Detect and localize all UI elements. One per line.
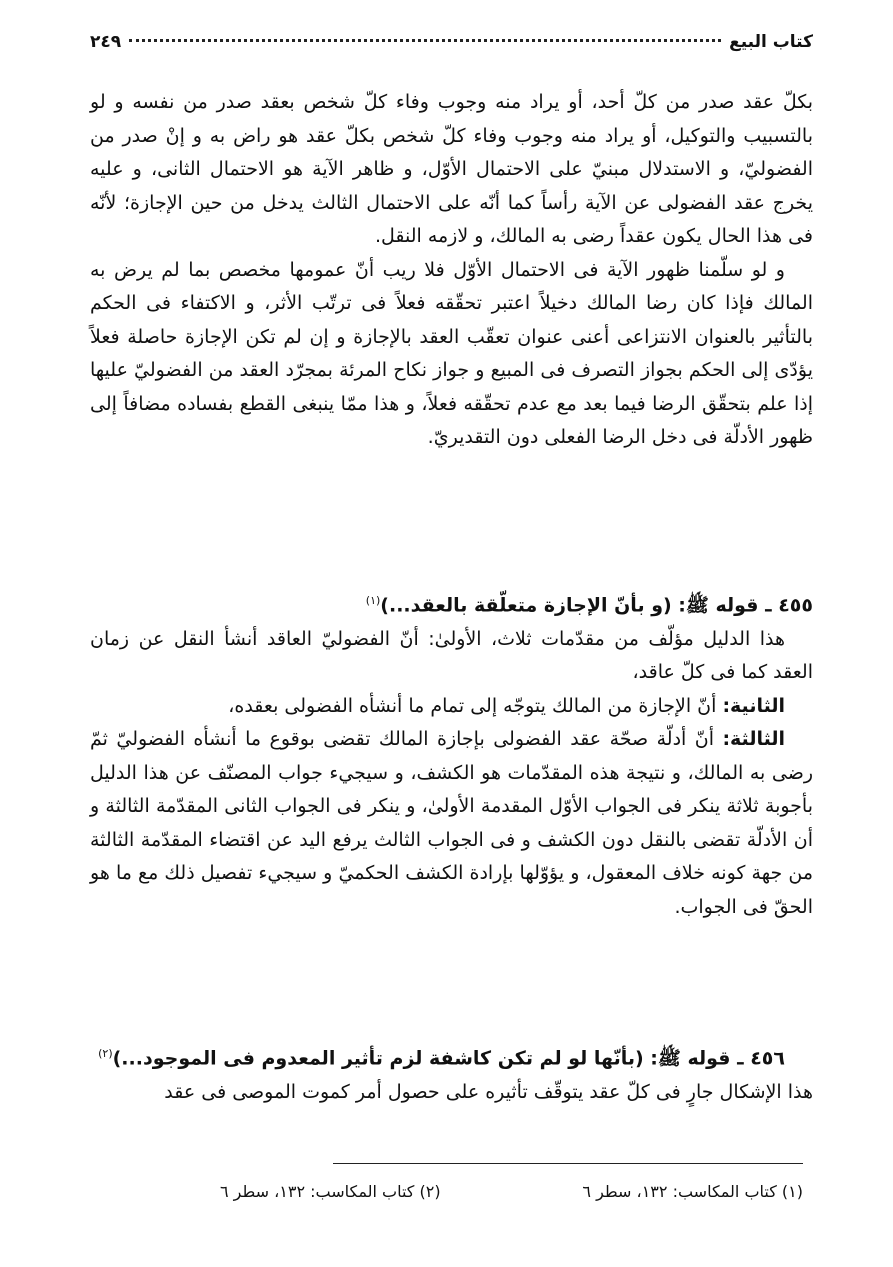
premise-label: الثانية: xyxy=(722,694,785,717)
paragraph: بكلّ عقد صدر من كلّ أحد، أو يراد منه وجوب وفاء كلّ شخص بعقد صدر من نفسه و لو بالتسبيب والتوكيل، أو يراد منه وجوب وفاء كلّ شخص بكلّ عقد هو راض به و إنْ صدر من الفضوليّ، و الاستدلال مبنيّ على الاحتمال الأوّل، و ظاهر الآية هو الاحتمال الثانى، و عليه يخرج عقد الفضولى عن الآية رأساً كما أنّه على الاحتمال الثالث يدخل من حين الإجازة؛ لأنّه فى هذا الحال يكون عقداً رضى به المالك، و لازمه النقل. xyxy=(90,91,813,247)
paragraph xyxy=(90,723,813,924)
section-455 xyxy=(90,584,813,924)
section-456 xyxy=(90,1037,813,1109)
paragraph: و لو سلّمنا ظهور الآية فى الاحتمال الأوّل فلا ريب أنّ عمومها مخصص بما لم يرض به المالك فإذا كان رضا المالك دخيلاً اعتبر تحقّقه فعلاً فى ترتّب الأثر، و الاكتفاء فى الحكم بالتأثير بالعنوان الانتزاعى أعنى عنوان تعقّب العقد بالإجازة و إن لم تكن الإجازة حاصلة فعلاً يؤدّى إلى الحكم بجواز التصرف فى المبيع و جواز نكاح المرئة بمجرّد العقد من الفضوليّ عليها إذا علم بتحقّق الرضا فيما بعد مع عدم تحقّقه فعلاً، و هذا ممّا ينبغى القطع بفساده مضافاً إلى ظهور الأدلّة فى دخل الرضا الفعلى دون التقديريّ. xyxy=(90,258,813,448)
footnote-divider xyxy=(333,1163,803,1164)
book-title: كتاب البيع xyxy=(729,32,813,52)
paragraph: هذا الإشكال جارٍ فى كلّ عقد يتوقّف تأثيره على حصول أمر كموت الموصى فى عقد xyxy=(164,1080,813,1103)
premise-label: الثالثة: xyxy=(722,728,785,751)
paragraph xyxy=(90,690,813,724)
footnote: (١) كتاب المكاسب: ١٣٢، سطر ٦ xyxy=(582,1182,803,1201)
page-number: ٢٤٩ xyxy=(90,32,122,52)
footnote-marker: (١) xyxy=(365,594,381,607)
premise-text: أنّ الإجازة من المالك يتوجّه إلى تمام ما أنشأه الفضولى بعقده، xyxy=(228,694,723,717)
footnote: (٢) كتاب المكاسب: ١٣٢، سطر ٦ xyxy=(220,1182,441,1201)
section-heading xyxy=(90,1037,813,1076)
body-text-top xyxy=(90,86,813,455)
footnote-marker: (٢) xyxy=(98,1047,113,1060)
footnotes xyxy=(220,1182,803,1201)
premise-text: أنّ أدلّة صحّة عقد الفضولى بإجازة المالك تقضى بوقوع ما أنشأه الفضوليّ ثمّ رضى به المالك، و نتيجة هذه المقدّمات هو الكشف، و سيجيء جواب المصنّف عن هذا الدليل بأجوبة ثلاثة ينكر فى الجواب الأوّل المقدمة الأولىٰ، و ينكر فى الجواب الثانى المقدّمة الثالثة و أن الأدلّة تقضى بالنقل دون الكشف و فى الجواب الثالث يرفع اليد عن اقتضاء المقدّمة الثالثة من جهة كونه خلاف المعقول، و يؤوّلها بإرادة الكشف الحكميّ و سيجيء تفصيل ذلك مع ما هو الحقّ فى الجواب. xyxy=(90,728,813,918)
running-header xyxy=(90,32,813,52)
section-heading xyxy=(90,584,813,623)
dot-leader xyxy=(129,39,721,42)
heading-text: ٤٥٦ ـ قوله ﷺ: (بأنّها لو لم تكن كاشفة لزم تأثير المعدوم فى الموجود...) xyxy=(112,1047,785,1070)
heading-text: ٤٥٥ ـ قوله ﷺ: (و بأنّ الإجازة متعلّقة بالعقد...) xyxy=(380,594,813,617)
paragraph: هذا الدليل مؤلّف من مقدّمات ثلاث، الأولىٰ: أنّ الفضوليّ العاقد أنشأ النقل عن زمان العقد كما فى كلّ عاقد، xyxy=(90,627,813,684)
